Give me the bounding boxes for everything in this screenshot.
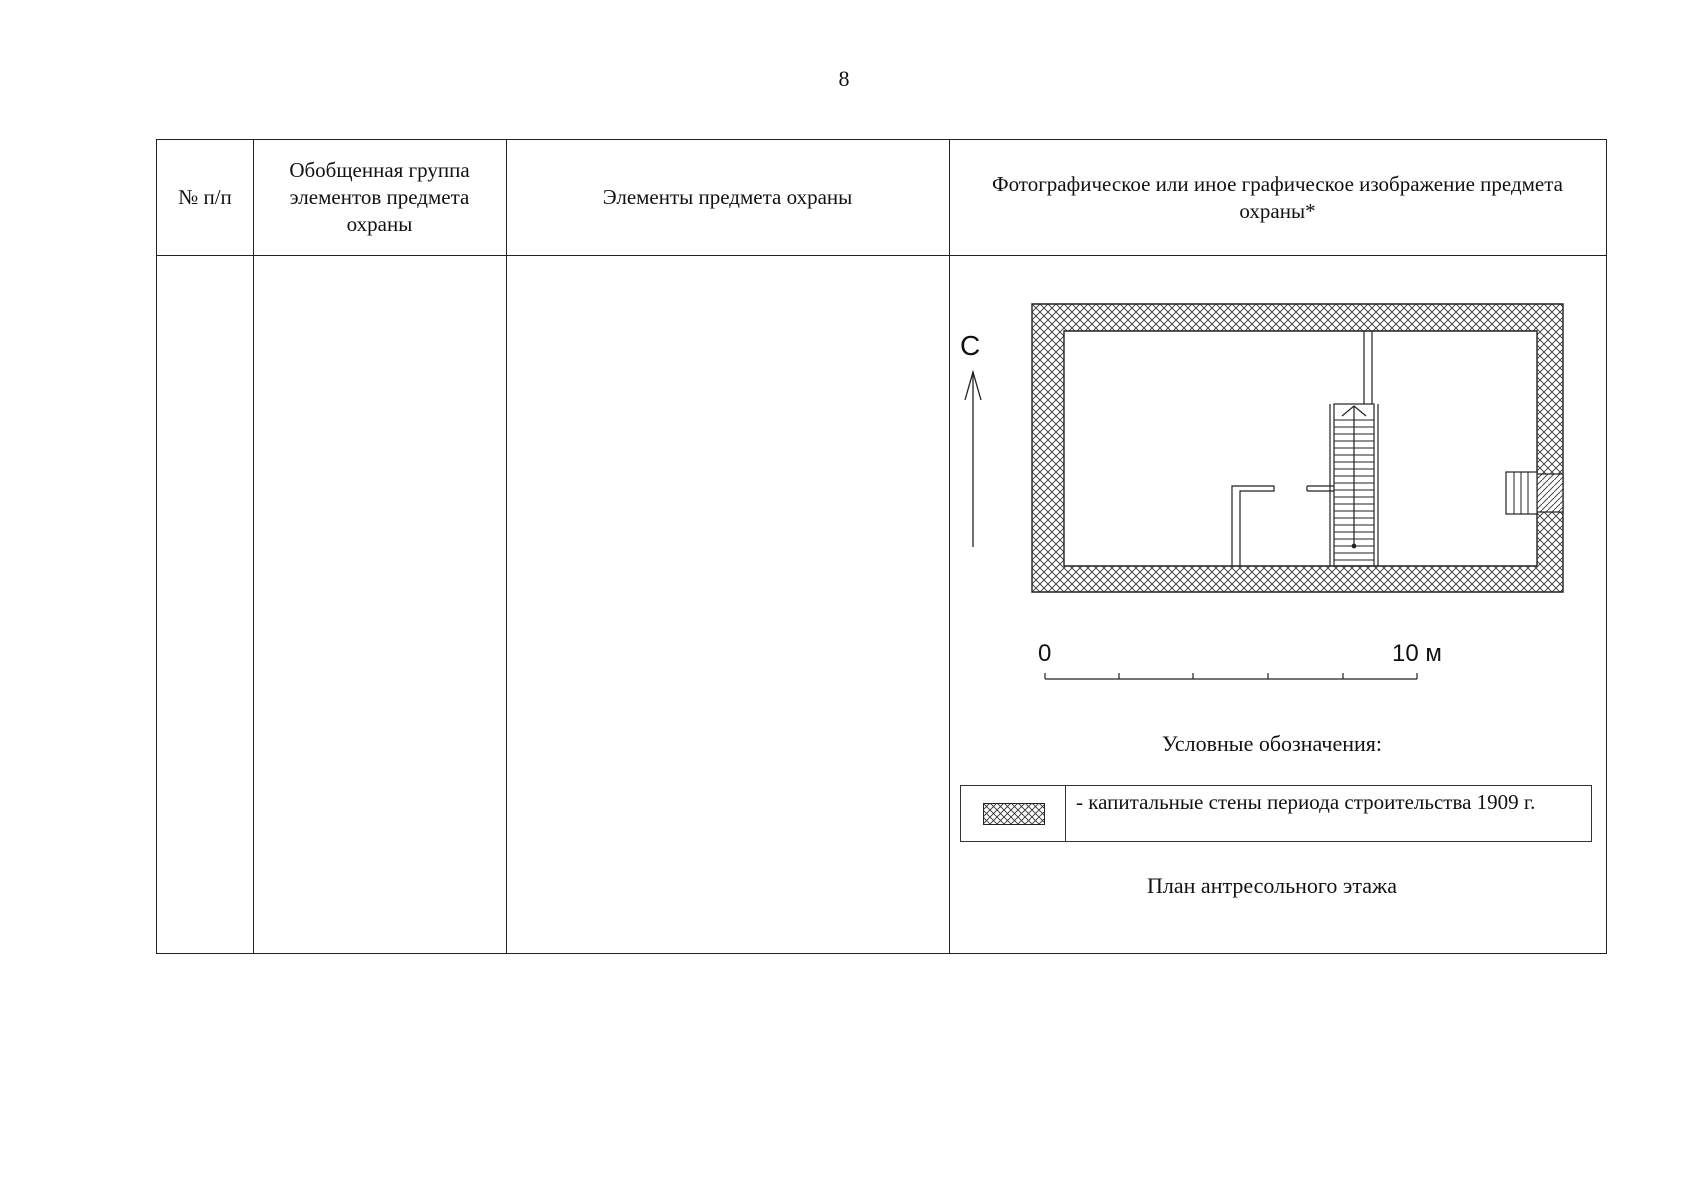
scale-end-label: 10 м	[1392, 640, 1442, 667]
legend-title: Условные обозначения:	[1161, 731, 1383, 756]
header-group: Обобщенная группа элементов предмета охраны	[289, 158, 470, 236]
scale-start-label: 0	[1038, 640, 1052, 667]
header-image: Фотографическое или иное графическое изображение предмета охраны*	[991, 171, 1563, 223]
north-arrow-icon	[965, 372, 981, 547]
north-label: С	[960, 330, 981, 361]
hatch-swatch-icon	[983, 803, 1045, 825]
legend-table	[960, 785, 1592, 842]
staircase	[1330, 404, 1378, 566]
capital-walls	[1032, 304, 1563, 592]
scale-bar	[1045, 673, 1417, 679]
wall-stove-block	[1537, 474, 1563, 512]
partition-lower	[1232, 486, 1334, 566]
partition-upper	[1364, 331, 1372, 404]
legend-divider	[1065, 786, 1066, 841]
header-elements: Элементы предмета охраны	[602, 185, 853, 209]
page-number: 8	[838, 66, 850, 91]
figure-caption: План антресольного этажа	[1147, 873, 1397, 898]
legend-item-text: - капитальные стены периода строительства 1909 г.	[1076, 790, 1536, 814]
header-num: № п/п	[178, 185, 232, 209]
